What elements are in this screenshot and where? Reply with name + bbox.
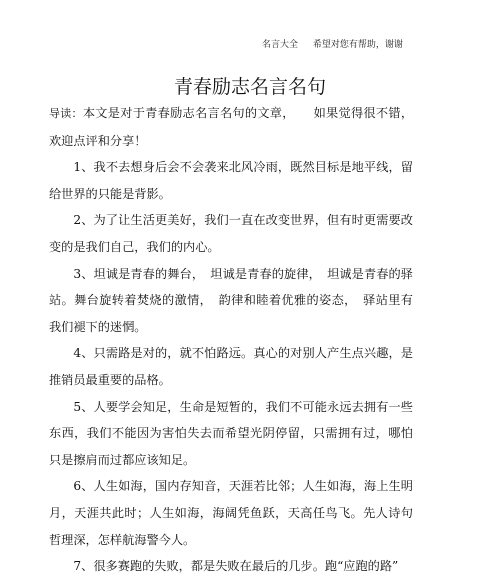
- page-header: [262, 37, 403, 50]
- header-site-name: 名言大全: [262, 40, 299, 50]
- quote-paragraph-3: 3、坦诚是青春的舞台， 坦诚是青春的旋律， 坦诚是青春的驿站。舞台旋转着焚烧的激情， 韵律和睦着优雅的姿态， 驿站里有我们褪下的迷惘。: [49, 266, 413, 334]
- document-title: 青春励志名言名句: [173, 76, 326, 98]
- intro-lead: 导读：: [49, 107, 83, 120]
- quote-paragraph-7: 7、很多赛跑的失败，都是失败在最后的几步。跑“应跑的路”: [73, 559, 399, 574]
- quote-paragraph-6: 6、人生如海，国内存知音，天涯若比邻；人生如海，海上生明月，天涯共此时；人生如海，海阔凭鱼跃，天高任鸟飞。先人诗句哲理深，怎样航海警今人。: [49, 479, 413, 547]
- header-note: 希望对您有帮助，谢谢: [312, 40, 403, 50]
- quote-paragraph-2: 2、为了让生活更美好，我们一直在改变世界，但有时更需要改变的是我们自己，我们的内心。: [49, 213, 413, 254]
- quote-paragraph-5: 5、人要学会知足，生命是短暂的，我们不可能永远去拥有一些东西，我们不能因为害怕失去而希望光阴停留，只需拥有过，哪怕只是擦肩而过都应该知足。: [49, 399, 413, 467]
- intro-text: 本文是对于青春励志名言名句的文章， 如果觉得很不错，欢迎点评和分享！: [49, 106, 414, 148]
- document-body: [49, 100, 413, 580]
- quote-paragraph-1: 1、我不去想身后会不会袭来北风冷雨，既然目标是地平线，留给世界的只能是背影。: [49, 160, 413, 201]
- intro-paragraph: [49, 100, 413, 154]
- quote-paragraph-4: 4、只需路是对的，就不怕路远。真心的对别人产生点兴趣，是推销员最重要的品格。: [49, 346, 413, 387]
